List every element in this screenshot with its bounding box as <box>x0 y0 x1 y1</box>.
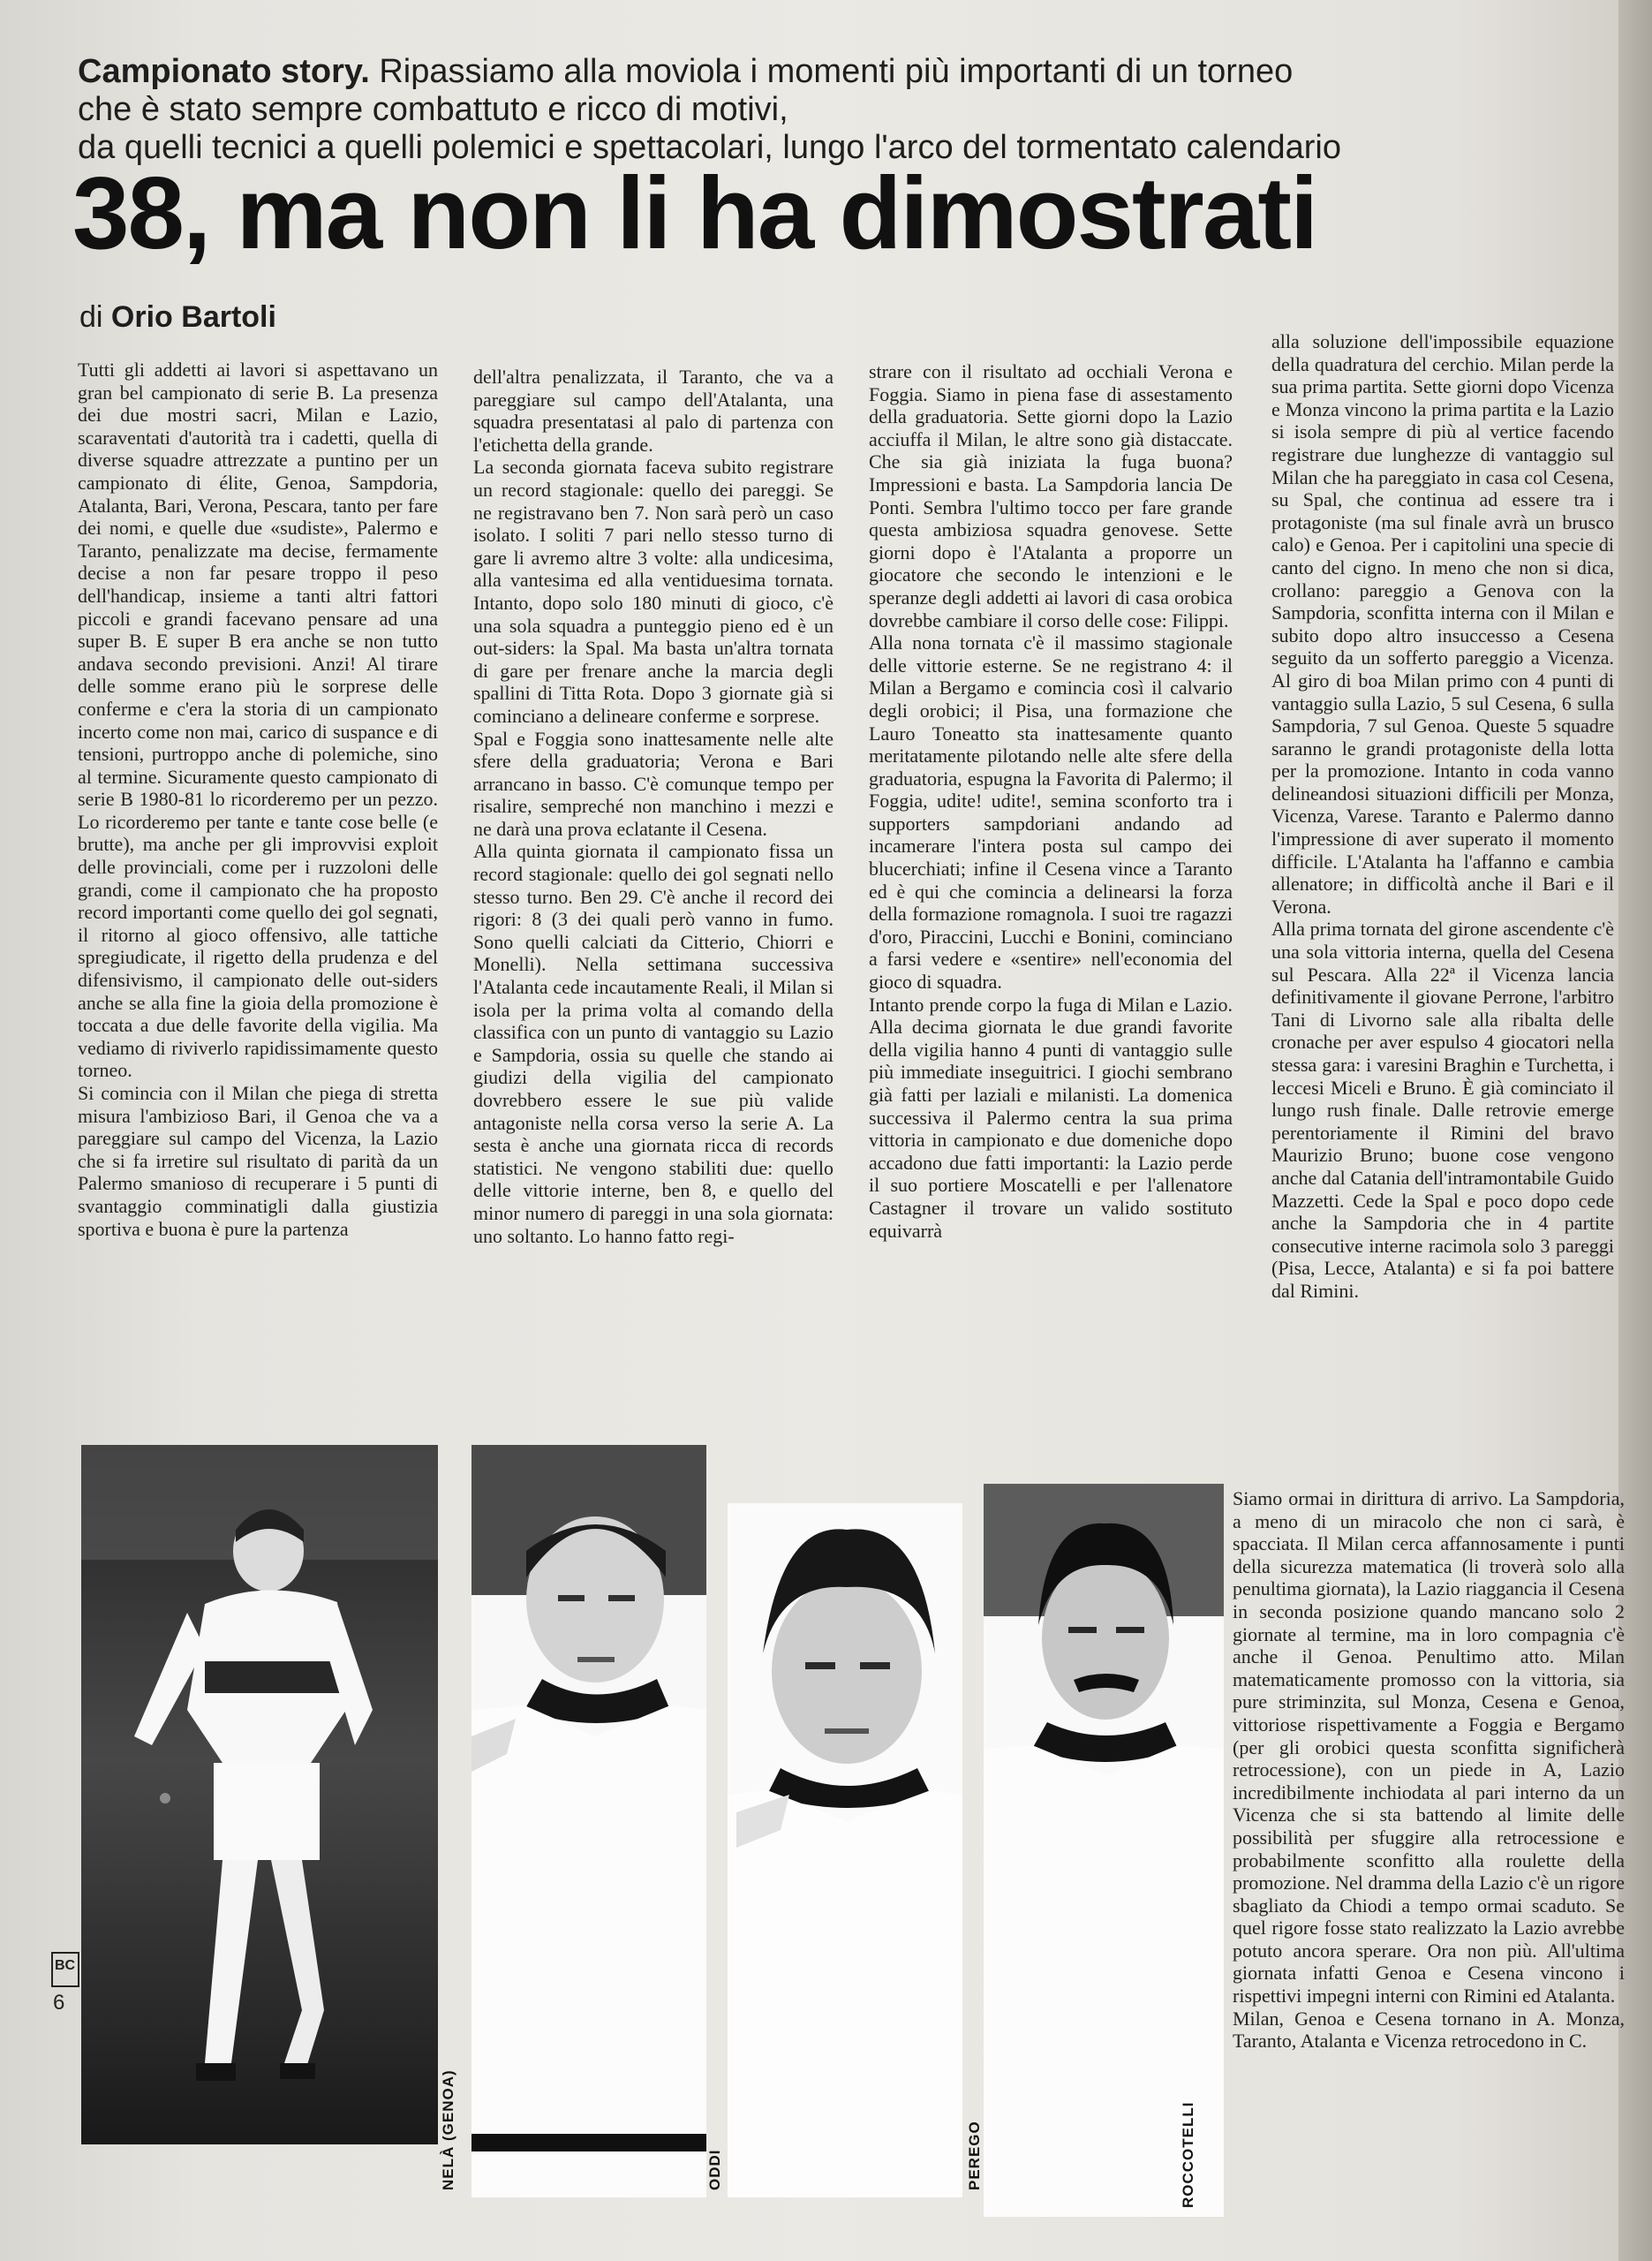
magazine-logo <box>51 1952 79 1987</box>
paragraph: Alla prima tornata del girone ascendente c'è una sola vittoria interna, quella del Cesena sul Pescara. Alla 22ª il Vicenza lancia definitivamente il giovane Perrone, l'arbitro Tani di Livorno sale alla ribalta delle cronache per aver espulso 4 giocatori nella stessa gara: i varesini Braghin e Turchetta, i leccesi Miceli e Bruno. È già cominciato il lungo rush finale. Dalle retrovie emerge perentoriamente il Rimini del bravo Maurizio Bruno; buone cose vengono anche dal Catania dell'intramontabile Guido Mazzetti. Cede la Spal e poco dopo cede anche la Sampdoria che in 4 partite consecutive interne racimola solo 3 pareggi (Pisa, Lecce, Atalanta) e si fa poi battere dal Rimini. <box>1271 918 1614 1302</box>
article-column-1 <box>78 359 438 1240</box>
kicker-label: Campionato story. <box>78 53 370 90</box>
paragraph: Tutti gli addetti ai lavori si aspettavano un gran bel campionato di serie B. La presenza dei due mostri sacri, Milan e Lazio, scaraventati d'autorità tra i cadetti, quella di diverse squadre attrezzate a puntino per un campionato di élite, Genoa, Sampdoria, Atalanta, Bari, Verona, Pescara, tanto per fare dei nomi, e quelle due «sudiste», Palermo e Taranto, penalizzate ma decise, fermamente decise a non far pesare troppo il peso dell'handicap, insieme a tanti altri fattori piccoli e grandi facevano pensare ad una super B. E super B era anche se non tutto andava secondo previsioni. Anzi! Al tirare delle somme erano più le sorprese delle conferme e c'era la storia di un campionato incerto come non mai, carico di suspance e di tensioni, purtroppo anche di polemiche, sino al termine. Sicuramente questo campionato di serie B 1980-81 lo ricorderemo per un pezzo. Lo ricorderemo per tante e tante cose belle (e brutte), ma anche per gli improvvisi exploit delle provinciali, come per i ruzzoloni delle grandi, come il campionato che ha proposto record importanti come quello dei gol segnati, il ritorno al gioco offensivo, alle tattiche spregiudicate, il rigetto della prudenza e del difensivismo, il campionato delle out-siders anche se alla fine la gioia della promozione è toccata a due delle favorite della vigilia. Ma vediamo di riviverlo rapidissimamente questo torneo. <box>78 359 438 1082</box>
article-title: 38, ma non li ha dimostrati <box>72 155 1317 270</box>
paragraph: Spal e Foggia sono inattesamente nelle alte sfere della graduatoria; Verona e Bari arrancano in basso. C'è comunque tempo per risalire, sempreché non manchino i mezzi e ne darà una prova eclatante il Cesena. <box>473 727 834 840</box>
kicker-line-2: che è stato sempre combattuto e ricco di motivi, <box>78 91 788 128</box>
player-portrait-perego <box>728 1503 962 2197</box>
kicker-line-1: Ripassiamo alla moviola i momenti più importanti di un torneo <box>369 53 1294 90</box>
paragraph: strare con il risultato ad occhiali Verona e Foggia. Siamo in piena fase di assestamento della graduatoria. Sette giorni dopo la Lazio acciuffa il Milan, le altre sono già distaccate. Che sia già iniziata la fuga buona? Impressioni e basta. La Sampdoria lancia De Ponti. Sembra l'ultimo tocco per fare grande questa ambiziosa squadra genovese. Sette giorni dopo è l'Atalanta a proporre un giocatore che secondo le intenzioni e le speranze degli addetti ai lavori di casa orobica dovrebbe cambiare il corso delle cose: Filippi. <box>869 360 1233 631</box>
photo-caption-oddi: ODDI <box>706 2149 723 2190</box>
paragraph: Intanto prende corpo la fuga di Milan e Lazio. Alla decima giornata le due grandi favorite della vigilia hanno 4 punti di vantaggio sulle più immediate inseguitrici. I giochi sembrano già fatti per laziali e milanisti. La domenica successiva il Palermo centra la sua prima vittoria in campionato e due domeniche dopo accadono due fatti importanti: la Lazio perde il suo portiere Moscatelli e per l'allenatore Castagner il trovare un valido sostituto equivarrà <box>869 993 1233 1242</box>
logo-letters: BC <box>55 1958 76 1973</box>
byline-prefix: di <box>79 300 111 334</box>
page-number: 6 <box>53 1991 65 2015</box>
photo-nela <box>81 1445 438 2144</box>
article-column-4-continued <box>1233 1487 1625 2053</box>
kicker-line-3: da quelli tecnici a quelli polemici e spettacolari, lungo l'arco del tormentato calendario <box>78 129 1341 166</box>
paragraph: dell'altra penalizzata, il Taranto, che va a pareggiare sul campo dell'Atalanta, una squadra presentatasi al palo di partenza con l'etichetta della grande. <box>473 366 834 456</box>
paragraph: alla soluzione dell'impossibile equazione della quadratura del cerchio. Milan perde la sua prima partita. Sette giorni dopo Vicenza e Monza vincono la prima partita e la Lazio si isola sempre di più al vertice facendo registrare due lunghezze di vantaggio sul Milan che ha pareggiato in casa col Cesena, su Spal, che continua ad essere tra i protagoniste (ma sul finale avrà un brusco calo) e Genoa. Per i capitolini una specie di canto del cigno. In meno che non si dica, crollano: pareggio a Genova con la Sampdoria, sconfitta interna con il Milan e subito dopo altro insuccesso a Cesena seguito da un sofferto pareggio a Vicenza. Al giro di boa Milan primo con 4 punti di vantaggio sulla Lazio, 5 sul Cesena, 6 sulla Sampdoria, 7 sul Genoa. Queste 5 squadre saranno le grandi protagoniste della lotta per la promozione. Intanto in coda vanno delineandosi situazioni difficili per Monza, Vicenza, Varese. Taranto e Palermo danno l'impressione di aver superato il momento difficile. L'Atalanta ha l'affanno e cambia allenatore; in difficoltà anche il Bari e il Verona. <box>1271 330 1614 918</box>
paragraph: Alla quinta giornata il campionato fissa un record stagionale: quello dei gol segnati nello stesso turno. Ben 29. C'è anche il record dei rigori: 8 (3 dei quali però vanno in fumo. Sono quelli calciati da Citterio, Chiorri e Monelli). Nella settimana successiva l'Atalanta cede incautamente Reali, il Milan si isola per la prima volta al comando della classifica con un punto di vantaggio su Lazio e Sampdoria, ossia su quelle che stando ai giudizi della vigilia del campionato dovrebbero essere le sue più valide antagoniste nella corsa verso la serie A. La sesta è anche una giornata ricca di records statistici. Ne vengono stabiliti due: quello delle vittorie interne, ben 8, e quello del minor numero di pareggi in una sola giornata: uno soltanto. Lo hanno fatto regi- <box>473 840 834 1247</box>
player-action-photo <box>81 1445 438 2144</box>
photo-caption-roccotelli: ROCCOTELLI <box>1180 2101 1196 2208</box>
player-portrait-oddi <box>471 1445 706 2197</box>
byline-author: Orio Bartoli <box>110 300 276 334</box>
paragraph: Si comincia con il Milan che piega di stretta misura l'ambizioso Bari, il Genoa che va a pareggiare sul campo del Vicenza, la Lazio che si fa irretire sul risultato di parità da un Palermo smanioso di recuperare i 5 punti di svantaggio comminatigli dalla giustizia sportiva e buona è pure la partenza <box>78 1082 438 1240</box>
article-column-2 <box>473 366 834 1247</box>
paragraph: Milan, Genoa e Cesena tornano in A. Monza, Taranto, Atalanta e Vicenza retrocedono in C. <box>1233 2007 1625 2053</box>
article-column-4 <box>1271 330 1614 1303</box>
photo-perego <box>728 1503 962 2197</box>
byline <box>79 300 276 335</box>
photo-caption-perego: PEREGO <box>966 2121 983 2190</box>
kicker <box>78 53 1455 167</box>
paragraph: Alla nona tornata c'è il massimo stagionale delle vittorie esterne. Se ne registrano 4: il Milan a Bergamo e comincia così il calvario degli orobici; il Pisa, una formazione che Lauro Toneatto sta inattesamente quanto meritatamente pilotando nelle alte sfere della graduatoria, espugna la Favorita di Palermo; il Foggia, udite! udite!, semina sconforto tra i supporters sampdoriani andando ad incamerare l'intera posta sul campo dei blucerchiati; infine il Cesena vince a Taranto ed è qui che comincia a delinearsi la forza della formazione romagnola. I suoi tre ragazzi d'oro, Piraccini, Lucchi e Bonini, cominciano a farsi vedere e «sentire» nell'economia del gioco di squadra. <box>869 631 1233 994</box>
photo-caption-nela: NELÀ (GENOA) <box>440 2069 456 2190</box>
photo-oddi <box>471 1445 706 2197</box>
paragraph: La seconda giornata faceva subito registrare un record stagionale: quello dei pareggi. Se ne registravano ben 7. Non sarà però un caso isolato. I soliti 7 pari nello stesso turno di gare li avremo altre 3 volte: alla undicesima, alla vantesima ed alla ventiduesima tornata. Intanto, dopo solo 180 minuti di gioco, c'è una sola squadra a punteggio pieno ed è un out-siders: la Spal. Ma basta un'altra tornata di gare per frenare anche la marcia degli spallini di Titta Rota. Dopo 3 giornate già si cominciano a delineare conferme e sorprese. <box>473 456 834 727</box>
article-column-3 <box>869 360 1233 1242</box>
paragraph: Siamo ormai in dirittura di arrivo. La Sampdoria, a meno di un miracolo che non ci sarà, è spacciata. Il Milan cerca affannosamente i punti della sicurezza matematica (li troverà solo alla penultima giornata), la Lazio riaggancia il Cesena in seconda posizione quando mancano solo 2 giornate al termine, ma in loro compagnia c'è anche il Genoa. Penultimo atto. Milan matematicamente promosso con la vittoria, sia pure striminzita, sul Monza, Cesena e Genoa, vittoriose rispettivamente a Foggia e Bergamo (per gli orobici questa sconfitta significherà retrocessione), con un piede in A, Lazio incredibilmente inchiodata al pari interno da un Vicenza che si sta battendo al limite delle possibilità per sfuggire alla retrocessione e probabilmente sconfitto alla roulette della promozione. Nel dramma della Lazio c'è un rigore sbagliato da Chiodi a tempo ormai scaduto. Se quel rigore fosse stato realizzato la Lazio avrebbe potuto ancora sperare. Ora non più. All'ultima giornata infatti Genoa e Cesena vincono i rispettivi impegni interni con Rimini ed Atalanta. <box>1233 1487 1625 2008</box>
